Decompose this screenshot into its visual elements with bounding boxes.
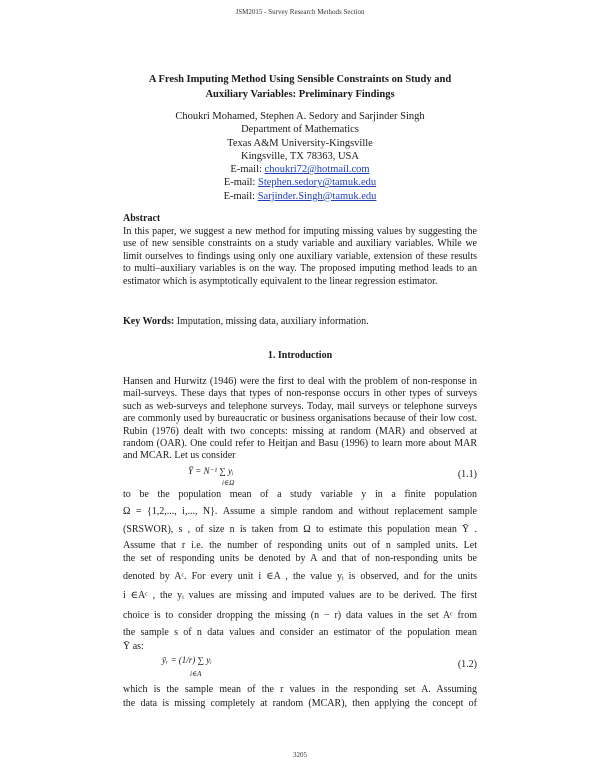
text-line: Ȳ as: bbox=[123, 641, 144, 652]
author-names: Choukri Mohamed, Stephen A. Sedory and Sarjinder Singh bbox=[175, 111, 425, 122]
email-label: E-mail: bbox=[223, 177, 258, 189]
keywords-label: Key Words: bbox=[123, 316, 175, 327]
text-line: i ∈Aᶜ , the yᵢ values are missing and imputed values are to be derived. The first bbox=[123, 590, 477, 601]
keywords bbox=[123, 316, 477, 327]
email-line-3 bbox=[100, 190, 500, 203]
text-line: the sample s of n data values and consider an estimator of the population mean bbox=[123, 627, 477, 638]
running-header: JSM2015 - Survey Research Methods Section bbox=[235, 8, 365, 16]
keywords-text: Imputation, missing data, auxiliary information. bbox=[174, 316, 369, 327]
email-label: E-mail: bbox=[230, 164, 265, 176]
author-block bbox=[100, 110, 500, 203]
abstract-heading: Abstract bbox=[123, 213, 161, 224]
equation-1-2-subscript: i∈A bbox=[190, 670, 202, 678]
text-line: which is the sample mean of the r values in the responding set A. Assuming bbox=[123, 684, 477, 695]
equation-number-1-1: (1.1) bbox=[457, 469, 477, 480]
title-line-1: A Fresh Imputing Method Using Sensible Constraints on Study and bbox=[148, 74, 452, 85]
abstract-body: In this paper, we suggest a new method for imputing missing values by suggesting the use of new sensible constraints on a study variable and auxiliary variables. While we limit ourselves to findings using only one auxiliary variable, extension of these results to multi–auxiliary variables is on the way. The proposed imputing method leads to an estimator which is asymptotically equivalent to the linear regression estimator. bbox=[123, 226, 477, 287]
equation-1-1-subscript: i∈Ω bbox=[222, 479, 235, 487]
equation-number-1-2: (1.2) bbox=[457, 659, 477, 670]
email-link-1[interactable]: choukri72@hotmail.com bbox=[264, 164, 370, 176]
intro-paragraph: Hansen and Hurwitz (1946) were the first to deal with the problem of non-response in mail-surveys. These days that types of non-response occurs in other types of surveys such as web-surveys and telephone surveys. Today, mail surveys or telephone surveys are commonly used by bureaucratic or business organisations because of their low cost. Rubin (1976) dealt with two concepts: missing at random (MAR) and observed at random (OAR). One could refer to Heitjan and Basu (1996) to learn more about MAR and MCAR. Let us consider bbox=[123, 376, 477, 462]
text-line: the data is missing completely at random (MCAR), then applying the concept of bbox=[123, 698, 477, 709]
text-line: Assume that r i.e. the number of responding units out of n sampled units. Let bbox=[123, 540, 477, 551]
section-heading: 1. Introduction bbox=[267, 350, 333, 361]
page-number: 3205 bbox=[293, 751, 307, 759]
title-line-2: Auxiliary Variables: Preliminary Findings bbox=[205, 89, 395, 100]
text-line: the set of responding units be denoted by A and that of non-responding units be bbox=[123, 553, 477, 564]
text-line: denoted by Aᶜ. For every unit i ∈A , the value yᵢ is observed, and for the units bbox=[123, 571, 477, 582]
paper-title bbox=[100, 72, 500, 102]
university: Texas A&M University-Kingsville bbox=[227, 137, 373, 149]
email-line-2 bbox=[100, 176, 500, 189]
email-label: E-mail: bbox=[223, 190, 258, 202]
text-line: to be the population mean of a study variable y in a finite population bbox=[123, 489, 477, 500]
email-link-3[interactable]: Sarjinder.Singh@tamuk.edu bbox=[257, 190, 377, 202]
city: Kingsville, TX 78363, USA bbox=[241, 150, 359, 162]
text-line: Ω = {1,2,..., i,..., N}. Assume a simple random and without replacement sample bbox=[123, 506, 477, 517]
equation-1-1: Ȳ = N⁻¹ ∑ yᵢ bbox=[188, 466, 234, 476]
department: Department of Mathematics bbox=[241, 124, 359, 136]
text-line: (SRSWOR), s , of size n is taken from Ω to estimate this population mean Ȳ . bbox=[123, 524, 477, 535]
text-line: choice is to consider dropping the missing (n − r) data values in the set Aᶜ from bbox=[123, 610, 477, 621]
email-line-1 bbox=[100, 163, 500, 176]
email-link-2[interactable]: Stephen.sedory@tamuk.edu bbox=[257, 177, 377, 189]
equation-1-2: ȳᵣ = (1/r) ∑ yᵢ bbox=[162, 655, 212, 665]
